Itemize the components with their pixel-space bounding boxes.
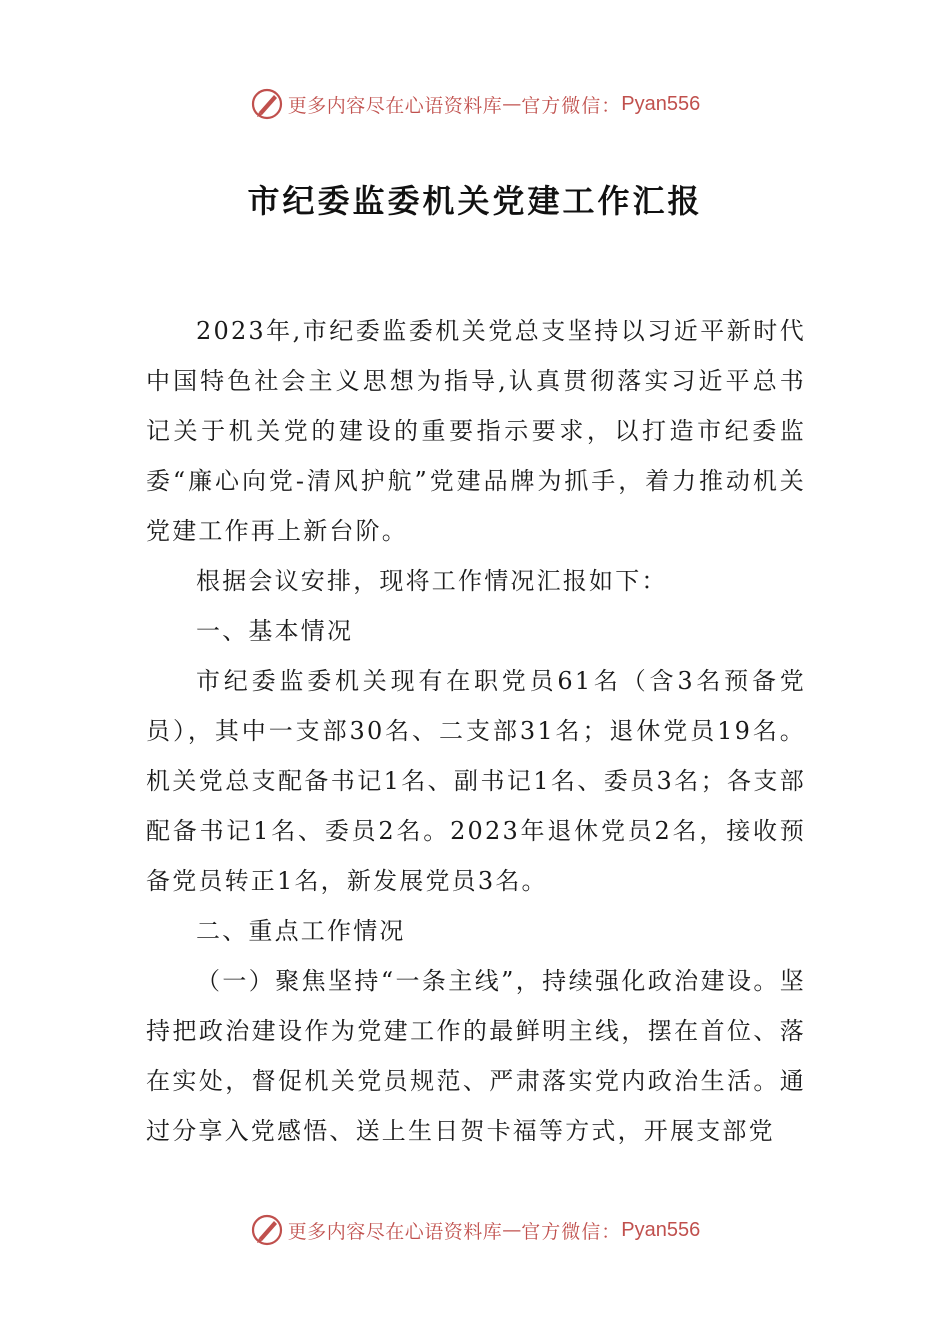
paragraph-intro: 2023年,市纪委监委机关党总支坚持以习近平新时代中国特色社会主义思想为指导,认真贯彻落实习近平总书记关于机关党的建设的重要指示要求，以打造市纪委监委“廉心向党-清风护航”党建品牌为抓手，着力推动机关党建工作再上新台阶。 [146,317,806,545]
watermark-main-text: 更多内容尽在心语资料库 [287,94,503,117]
paragraph-key-work-1: （一）聚焦坚持“一条主线”，持续强化政治建设。坚持把政治建设作为党建工作的最鲜明主线，摆在首位、落在实处，督促机关党员规范、严肃落实党内政治生活。通过分享入党感悟、送上生日贺卡福等方式，开展支部党 [146,967,806,1145]
paragraph-report-lead: 根据会议安排，现将工作情况汇报如下： [196,567,668,595]
document-title: 市纪委监委机关党建工作汇报 [247,182,703,220]
heading-basic-situation: 一、基本情况 [196,617,354,645]
document-body [146,306,806,1156]
watermark-wechat-label: 官方微信： [521,94,622,117]
watermark-wechat-label: 官方微信： [521,1220,622,1243]
pen-circle-logo-icon [250,1213,284,1247]
watermark-separator: — [502,1219,522,1241]
footer-watermark [0,1210,950,1250]
watermark-separator: — [502,93,522,115]
paragraph-basic-situation: 市纪委监委机关现有在职党员61名（含3名预备党员），其中一支部30名、二支部31名；退休党员19名。机关党总支配备书记1名、副书记1名、委员3名；各支部配备书记1名、委员2名。2023年退休党员2名，接收预备党员转正1名，新发展党员3名。 [146,667,806,895]
heading-key-work: 二、重点工作情况 [196,917,406,945]
watermark-main-text: 更多内容尽在心语资料库 [287,1220,503,1243]
watermark-wechat-id: Pyan556 [621,92,701,115]
header-watermark [0,84,950,124]
pen-circle-logo-icon [250,87,284,121]
watermark-wechat-id: Pyan556 [621,1218,701,1241]
